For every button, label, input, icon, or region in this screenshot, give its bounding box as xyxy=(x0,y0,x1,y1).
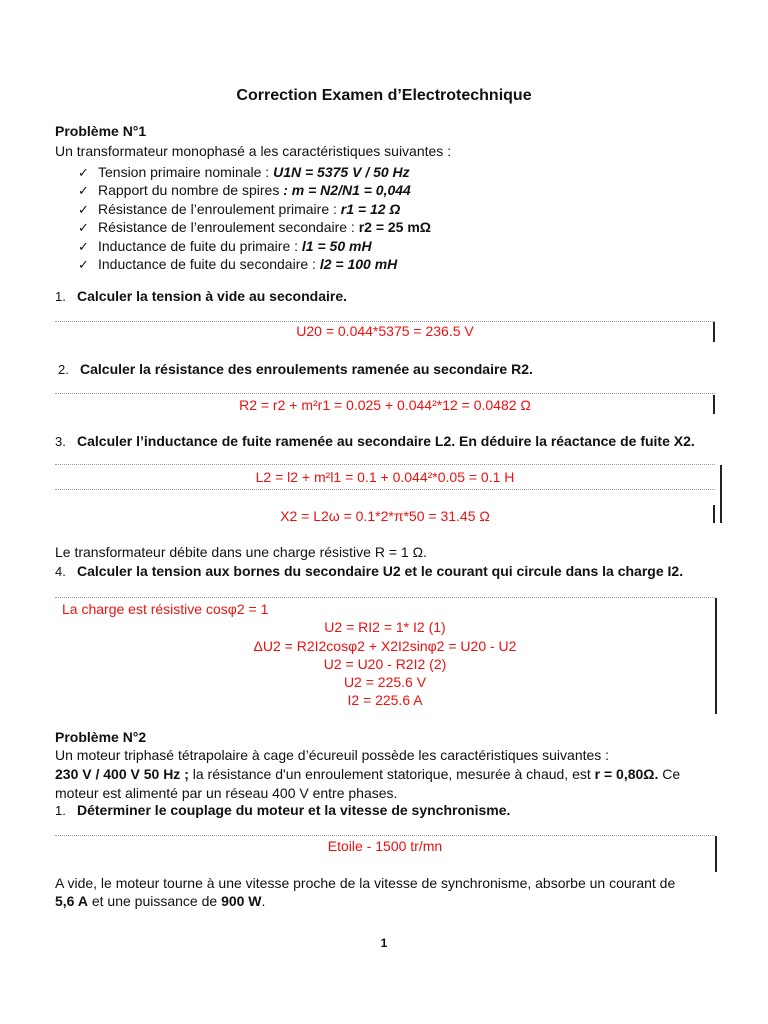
answer-4-line: U2 = 225.6 V xyxy=(343,674,427,690)
answer-3-reactance: X2 = L2ω = 0.1*2*π*50 = 31.45 Ω xyxy=(280,508,490,524)
spec-item: ✓ Inductance de fuite du primaire : l1 = 50 mH xyxy=(78,237,431,255)
answer-3-inductance: L2 = l2 + m²l1 = 0.1 + 0.044²*0.05 = 0.1 H xyxy=(255,469,515,485)
problem-2-line-1: Un moteur triphasé tétrapolaire à cage d’écureuil possède les caractéristiques suivantes : xyxy=(55,747,610,763)
problem-2-paragraph-a: A vide, le moteur tourne à une vitesse proche de la vitesse de synchronisme, absorbe un courant de xyxy=(55,875,676,891)
check-icon: ✓ xyxy=(78,238,89,254)
check-icon: ✓ xyxy=(78,201,89,217)
problem-2-line-3: moteur est alimenté par un réseau 400 V entre phases. xyxy=(55,785,398,801)
spec-item: ✓ Résistance de l’enroulement secondaire : r2 = 25 mΩ xyxy=(78,218,431,236)
check-icon: ✓ xyxy=(78,165,89,180)
problem-2-line-2: 230 V / 400 V 50 Hz ; la résistance d'un enroulement statorique, mesurée à chaud, est r = 0,80Ω. Ce xyxy=(55,766,681,782)
problem-2-question-1: 1. Déterminer le couplage du moteur et la vitesse de synchronisme. xyxy=(55,802,511,818)
question-2: 2. Calculer la résistance des enroulements ramenée au secondaire R2. xyxy=(58,361,533,377)
answer-4-line: ΔU2 = R2I2cosφ2 + X2I2sinφ2 = U20 - U2 xyxy=(253,638,517,654)
check-icon: ✓ xyxy=(78,220,89,236)
answer-box-4 xyxy=(55,596,715,714)
answer-4-line: U2 = U20 - R2I2 (2) xyxy=(323,656,447,672)
spec-item: ✓ Tension primaire nominale : U1N = 5375 V / 50 Hz xyxy=(78,163,431,181)
answer-2: R2 = r2 + m²r1 = 0.025 + 0.044²*12 = 0.0482 Ω xyxy=(239,397,531,413)
spec-list xyxy=(78,163,431,273)
question-3: 3. Calculer l’inductance de fuite ramenée au secondaire L2. En déduire la réactance de fuite X2. xyxy=(55,433,695,449)
question-1: 1. Calculer la tension à vide au secondaire. xyxy=(55,288,347,304)
answer-1: U20 = 0.044*5375 = 236.5 V xyxy=(296,323,474,339)
answer-4-line: U2 = RI2 = 1* I2 (1) xyxy=(324,619,446,635)
page-title: Correction Examen d’Electrotechnique xyxy=(236,87,532,104)
problem-2-paragraph-b: 5,6 A et une puissance de 900 W. xyxy=(55,893,266,909)
problem-2-answer-1: Etoile - 1500 tr/mn xyxy=(327,838,443,854)
load-description: Le transformateur débite dans une charge résistive R = 1 Ω. xyxy=(55,544,427,560)
answer-4-line: I2 = 225.6 A xyxy=(347,692,423,708)
spec-item: ✓ Inductance de fuite du secondaire : l2 = 100 mH xyxy=(78,255,431,273)
answer-box-1 xyxy=(55,320,715,344)
page-number: 1 xyxy=(380,936,388,950)
problem-2-answer-box xyxy=(55,834,715,874)
problem-2-heading: Problème N°2 xyxy=(55,729,147,745)
problem-1-intro: Un transformateur monophasé a les caractéristiques suivantes : xyxy=(55,143,452,159)
check-icon: ✓ xyxy=(78,183,89,199)
answer-4-lead: La charge est résistive cosφ2 = 1 xyxy=(62,601,269,617)
answer-box-3 xyxy=(55,463,715,525)
answer-box-2 xyxy=(55,392,715,416)
spec-item: ✓ Rapport du nombre de spires : m = N2/N1 = 0,044 xyxy=(78,181,431,199)
spec-item: ✓ Résistance de l’enroulement primaire : r1 = 12 Ω xyxy=(78,200,431,218)
check-icon: ✓ xyxy=(78,256,89,272)
problem-1-heading: Problème N°1 xyxy=(55,123,147,139)
question-4: 4. Calculer la tension aux bornes du secondaire U2 et le courant qui circule dans la charge I2. xyxy=(55,563,684,579)
